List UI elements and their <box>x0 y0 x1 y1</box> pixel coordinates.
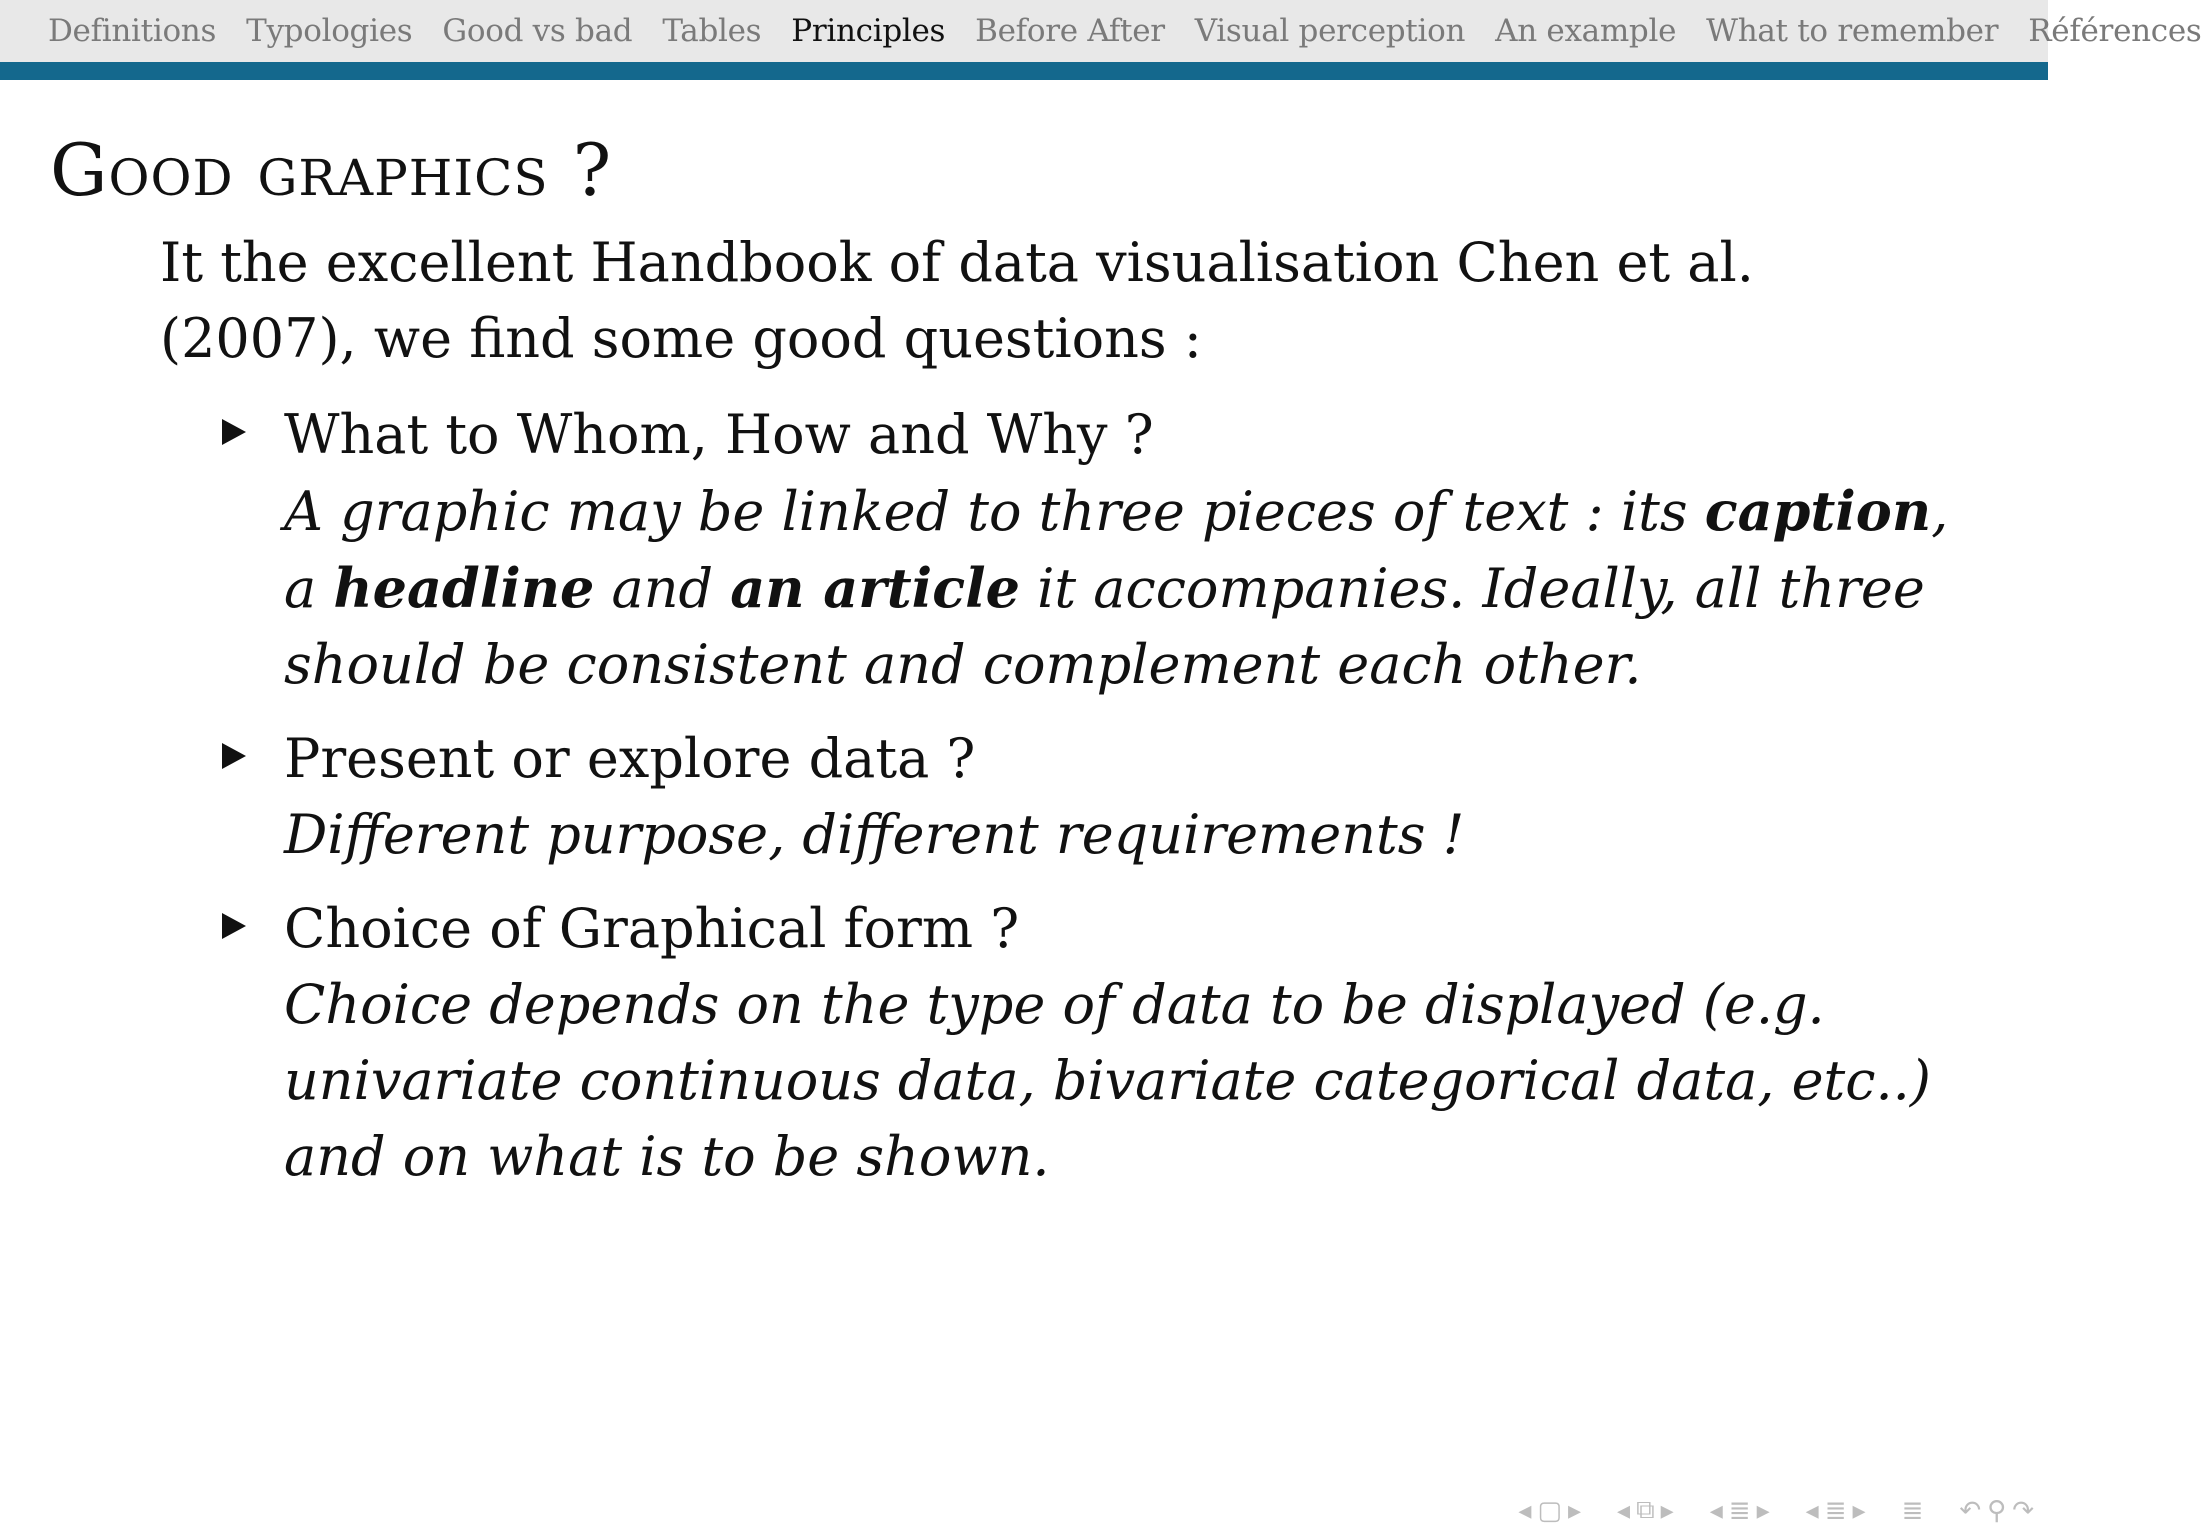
list-item <box>160 721 1960 873</box>
slide-title: Good graphics ? <box>50 128 613 212</box>
slide-nav <box>1617 1495 1674 1526</box>
next-section-icon[interactable]: ▸ <box>1756 1495 1770 1526</box>
subsection-nav <box>1806 1496 1866 1526</box>
accent-bar <box>0 62 2048 80</box>
triangle-bullet-icon <box>222 419 246 445</box>
toc-nav <box>1902 1496 1924 1526</box>
desc-emphasis: caption <box>1704 479 1932 543</box>
toc-icon[interactable]: ≣ <box>1901 1495 1924 1526</box>
frame-nav <box>1518 1496 1581 1526</box>
question-list <box>160 397 1960 1195</box>
nav-item-typologies[interactable]: Typologies <box>246 13 413 49</box>
section-navigation-bar <box>0 0 2202 62</box>
desc-text: , a <box>284 480 1949 620</box>
nav-item-tables[interactable]: Tables <box>662 13 762 49</box>
bullet-description <box>284 473 1960 703</box>
triangle-bullet-icon <box>222 743 246 769</box>
search-icon[interactable]: ⚲ <box>1987 1495 2007 1526</box>
next-subsection-icon[interactable]: ▸ <box>1852 1495 1866 1526</box>
desc-emphasis: an article <box>730 556 1020 620</box>
desc-emphasis: headline <box>333 556 595 620</box>
back-icon[interactable]: ↶ <box>1959 1495 1982 1526</box>
bullet-title: Choice of Graphical form ? <box>284 897 1020 960</box>
nav-item-what-to-remember[interactable]: What to remember <box>1706 13 1999 49</box>
prev-frame-icon[interactable]: ◂ <box>1518 1495 1532 1526</box>
bullet-description: Different purpose, different requirements ! <box>284 803 1465 866</box>
prev-slide-icon[interactable]: ◂ <box>1617 1495 1631 1526</box>
triangle-bullet-icon <box>222 913 246 939</box>
slide-icon[interactable]: ⧉ <box>1636 1495 1655 1525</box>
forward-icon[interactable]: ↷ <box>2012 1495 2034 1526</box>
list-item <box>160 397 1960 703</box>
nav-item-definitions[interactable]: Definitions <box>48 13 217 49</box>
prev-section-icon[interactable]: ◂ <box>1709 1495 1723 1526</box>
nav-item-references[interactable]: Références <box>2028 13 2202 49</box>
nav-item-before-after[interactable]: Before After <box>975 13 1165 49</box>
bullet-title: What to Whom, How and Why ? <box>284 403 1154 466</box>
intro-paragraph: It the excellent Handbook of data visualisation Chen et al. (2007), we find some good questions : <box>160 231 1754 370</box>
nav-item-principles[interactable]: Principles <box>791 13 946 49</box>
desc-text: and <box>594 557 731 620</box>
nav-item-good-vs-bad[interactable]: Good vs bad <box>442 13 633 49</box>
prev-subsection-icon[interactable]: ◂ <box>1805 1495 1819 1526</box>
section-nav <box>1710 1496 1770 1526</box>
next-frame-icon[interactable]: ▸ <box>1567 1495 1582 1526</box>
history-nav <box>1959 1496 2034 1526</box>
frame-icon[interactable]: ▢ <box>1537 1495 1562 1526</box>
slide-content <box>160 225 1960 1213</box>
section-icon[interactable]: ≣ <box>1728 1495 1751 1526</box>
subsection-icon[interactable]: ≣ <box>1824 1495 1847 1526</box>
nav-item-an-example[interactable]: An example <box>1495 13 1677 49</box>
beamer-navigation-symbols <box>1492 1495 2034 1526</box>
list-item <box>160 891 1960 1195</box>
next-slide-icon[interactable]: ▸ <box>1660 1495 1674 1526</box>
desc-text: A graphic may be linked to three pieces of text : its <box>284 480 1705 543</box>
bullet-title: Present or explore data ? <box>284 727 976 790</box>
nav-item-visual-perception[interactable]: Visual perception <box>1194 13 1466 49</box>
bullet-description: Choice depends on the type of data to be displayed (e.g. univariate continuous data, bivariate categorical data, etc..) and on what is to be shown. <box>284 973 1931 1188</box>
desc-text: it accompanies. Ideally, all three should be consistent and complement each other. <box>284 557 1925 696</box>
